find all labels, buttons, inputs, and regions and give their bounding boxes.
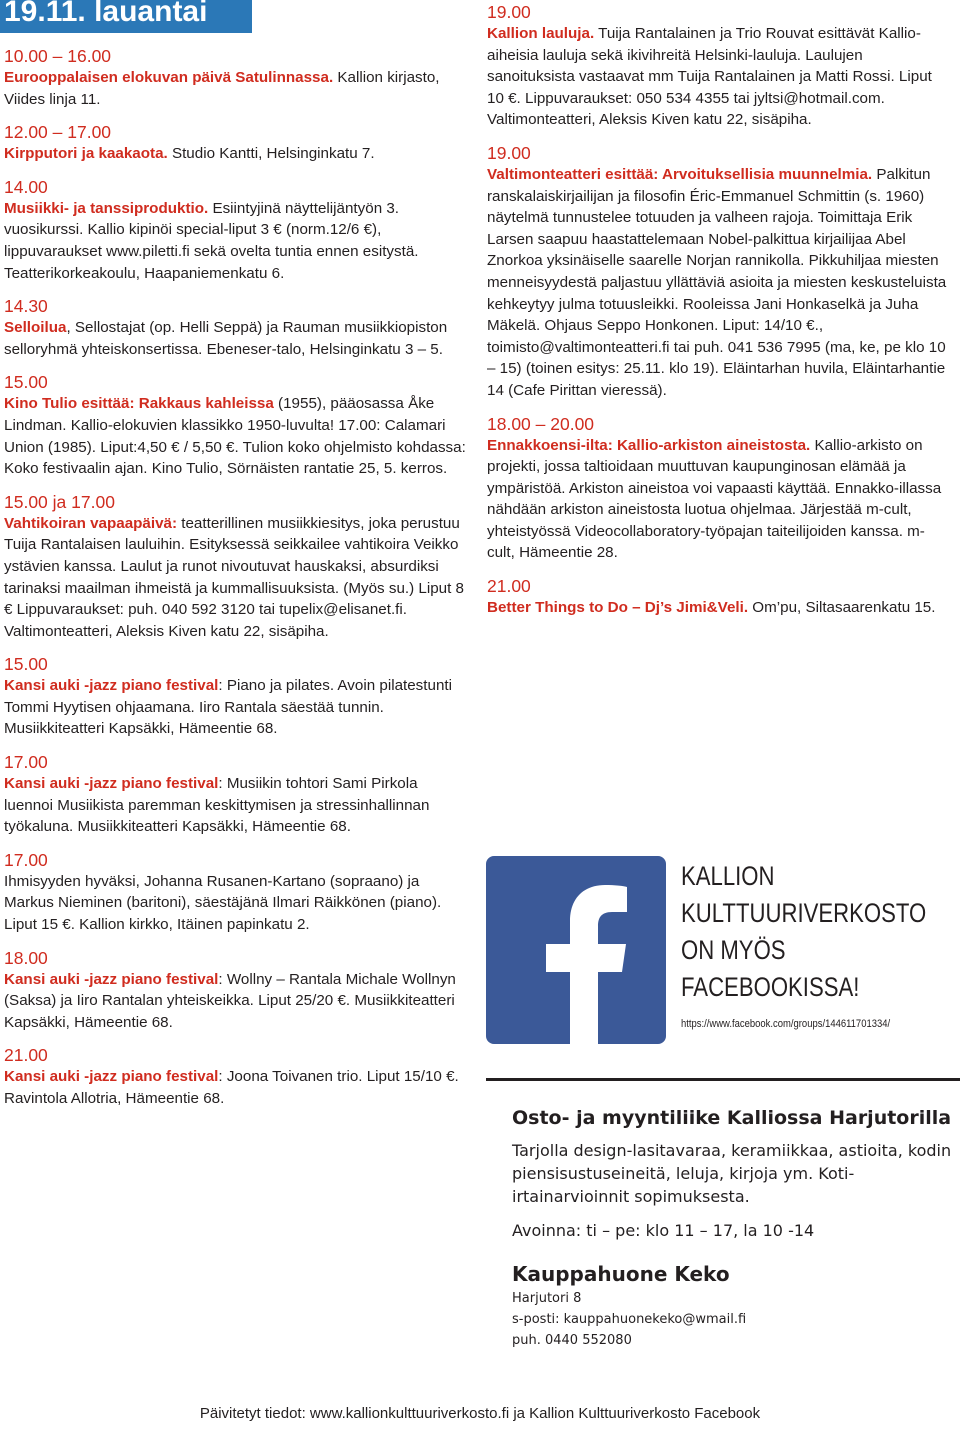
event-description — [4, 513, 469, 643]
ad-title: Osto- ja myyntiliike Kalliossa Harjutorilla — [512, 1107, 952, 1129]
event-description — [4, 143, 469, 165]
shop-advertisement — [486, 1078, 960, 1371]
event-title: Kansi auki -jazz piano festival — [4, 970, 219, 988]
event-time: 10.00 – 16.00 — [4, 46, 112, 66]
event-title: Kallion lauluja. — [487, 25, 595, 42]
event-details: , Sellostajat (op. Helli Seppä) ja Rauman musiikkiopiston selloryhmä yhteiskonsertissa. Ebeneser-talo, Helsinginkatu 3 – 5. — [4, 319, 448, 358]
event-details: Kallio-arkisto on projekti, jossa taltioidaan muuttuvan kaupunginosan elämää ja ympäristöä. Arkiston aineistoa voi vapaasti käyttää. Ennakko-illassa nähdään arkiston aineistosta luotua ohjelmaa. Järjestää m-cult, yhteistyössä Videocollaboratory-työpajan taiteilijoiden kanssa. m-cult, Hämeentie 28. — [487, 436, 942, 562]
facebook-heading-line: KALLION — [681, 861, 775, 891]
event-item — [487, 414, 952, 565]
facebook-logo-icon[interactable] — [486, 856, 666, 1044]
right-column — [487, 2, 952, 631]
event-time: 21.00 — [4, 1045, 48, 1066]
event-details: Esiintyjinä näyttelijäntyön 3. vuosikurssi. Kallio kipinöi special-liput 3 € (norm.12/6 €), lippuvaraukset www.piletti.fi sekä ovelta tuntia ennen esitystä. Teatterikorkeakoulu, Haapaniemenkatu 6. — [4, 199, 419, 282]
event-item — [4, 177, 469, 284]
event-description — [4, 1066, 469, 1109]
facebook-heading-line: FACEBOOKISSA! — [681, 972, 860, 1002]
event-title: Kino Tulio esittää: Rakkaus kahleissa — [4, 395, 274, 413]
event-time: 18.00 – 20.00 — [487, 413, 595, 434]
event-details: Om’pu, Siltasaarenkatu 15. — [748, 599, 936, 617]
event-details: : Musiikin tohtori Sami Pirkola luennoi Musiikista paremman keskittymisen ja stressinhallinnan työkaluna. Musiikkiteatteri Kapsäkki, Hämeentie 68. — [4, 775, 430, 836]
event-time: 15.00 ja 17.00 — [4, 491, 115, 512]
event-time: 18.00 — [4, 947, 48, 968]
event-title: Valtimonteatteri esittää: Arvoituksellisia muunnelmia. — [487, 165, 873, 183]
event-item — [4, 492, 469, 643]
event-title: Kansi auki -jazz piano festival — [4, 677, 219, 695]
facebook-heading-line: ON MYÖS — [681, 935, 786, 965]
event-details: : Piano ja pilates. Avoin pilatestunti Tommi Hyytisen ohjaamana. Iiro Rantala säestää tunnin. Musiikkiteatteri Kapsäkki, Hämeentie 68. — [4, 677, 452, 738]
event-time: 17.00 — [4, 752, 48, 773]
event-item — [487, 576, 952, 619]
facebook-box — [486, 856, 946, 1046]
event-description — [4, 871, 469, 936]
event-item — [4, 752, 469, 838]
event-details: Palkitun ranskalaiskirjailijan ja filosofin Éric-Emmanuel Schmittin (s. 1960) näytelmä tunnustelee totuuden ja valheen rajoja. Toimittaja Erik Larsen saapuu haastattelemaan Nobel-palkittua kirjailijaa Abel Znorkoa yksinäiselle saarelle Norjan rannikolla. Pikkuhiljaa miesten menneisyydestä paljastuu yllättäviä asioita ja miesten keskusteluista kehkeytyy julma totuusleikki. Rooleissa Jani Honkaselkä ja Juha Mäkelä. Ohjaus Seppo Honkonen. Liput: 14/10 €., toimisto@valtimonteatteri.fi tai puh. 041 536 7995 (ma, ke, pe klo 10 – 15) (toinen esitys: 25.11. klo 19). Eläintarhan huvila, Eläintarhantie 14 (Cafe Pirittan vieressä). — [487, 165, 947, 399]
footer-note: Päivitetyt tiedot: www.kallionkulttuuriverkosto.fi ja Kallion Kulttuuriverkosto Facebook — [199, 1405, 761, 1422]
event-details: teatterillinen musiikkiesitys, joka perustuu Tuija Rantalaisen lauluihin. Esityksessä seikkailee vahtikoira Veikko ystävien kanssa. Laulut ja runot nivoutuvat hauskaksi, absurdiksi tarinaksi maailman ihmeistä ja kummallisuuksista. (Myös su.) Liput 8 € Lippuvaraukset: puh. 040 592 3120 tai tupelix@elisanet.fi. Valtimonteatteri, Aleksis Kiven katu 22, sisäpiha. — [4, 514, 465, 640]
ad-opening-hours: Avoinna: ti – pe: klo 11 – 17, la 10 -14 — [512, 1221, 815, 1240]
event-time: 21.00 — [487, 576, 531, 597]
event-time: 17.00 — [4, 849, 48, 870]
event-details: Ihmisyyden hyväksi, Johanna Rusanen-Kartano (sopraano) ja Markus Nieminen (baritoni), säestäjänä Ilmari Räikkönen (piano). Liput 15 €. Kallion kirkko, Itäinen papinkatu 2. — [4, 872, 442, 934]
event-title: Kansi auki -jazz piano festival — [4, 775, 219, 793]
event-item — [4, 46, 469, 110]
event-title: Vahtikoiran vapaapäivä: — [4, 514, 178, 532]
facebook-heading — [681, 858, 927, 1006]
event-description — [487, 597, 952, 619]
event-time: 19.00 — [487, 142, 531, 163]
event-item — [487, 143, 952, 402]
facebook-url-link[interactable]: https://www.facebook.com/groups/144611701334/ — [681, 1018, 891, 1030]
event-time: 19.00 — [487, 2, 531, 22]
event-description — [4, 773, 469, 838]
event-details: (1955), pääosassa Åke Lindman. Kallio-elokuvien klassikko 1950-luvulta! 17.00: Calamari Union (1985). Liput:4,50 € / 5,50 €. Tulion koko ohjelmisto kohdassa: Koko festivaalin ajan. Kino Tulio, Sörnäisten rantatie 25, 5. kerros. — [4, 395, 466, 478]
event-title: Eurooppalaisen elokuvan päivä Satulinnassa. — [4, 69, 334, 86]
event-time: 14.30 — [4, 296, 48, 317]
event-description — [4, 67, 469, 110]
event-details: : Wollny – Rantala Michale Wollnyn (Saksa) ja Iiro Rantalan yhteiskeikka. Liput 25/20 €. Musiikkiteatteri Kapsäkki, Hämeentie 68. — [4, 970, 456, 1031]
ad-address: Harjutori 8 — [512, 1291, 582, 1306]
ad-shop-name: Kauppahuone Keko — [512, 1262, 730, 1286]
event-title: Kirpputori ja kaakaota. — [4, 145, 168, 163]
event-description — [4, 317, 469, 360]
event-description — [4, 198, 469, 284]
event-details: Kallion kirjasto, Viides linja 11. — [4, 69, 440, 108]
event-item — [4, 296, 469, 360]
event-title: Kansi auki -jazz piano festival — [4, 1068, 219, 1086]
ad-description: Tarjolla design-lasitavaraa, keramiikkaa, astioita, kodin piensisustuseineitä, leluja, kirjoja ym. Koti-irtainarvioinnit sopimuksesta. — [512, 1141, 952, 1206]
event-title: Ennakkoensi-ilta: Kallio-arkiston aineistosta. — [487, 436, 811, 454]
facebook-heading-line: KULTTUURIVERKOSTO — [681, 898, 927, 928]
event-item — [4, 372, 469, 479]
event-title: Musiikki- ja tanssiproduktio. — [4, 199, 209, 217]
event-description — [4, 675, 469, 740]
event-description — [487, 164, 952, 402]
event-description — [487, 435, 952, 565]
event-description — [4, 969, 469, 1034]
event-title: Selloilua — [4, 319, 67, 337]
ad-email[interactable]: s-posti: kauppahuonekeko@wmail.fi — [512, 1312, 747, 1327]
event-item — [4, 948, 469, 1034]
event-time: 15.00 — [4, 654, 48, 675]
event-item — [4, 122, 469, 165]
event-description — [4, 393, 469, 479]
event-title: Better Things to Do – Dj’s Jimi&Veli. — [487, 599, 749, 617]
event-item — [487, 2, 952, 131]
event-time: 14.00 — [4, 176, 48, 197]
event-item — [4, 850, 469, 936]
event-time: 15.00 — [4, 372, 48, 393]
ad-phone: puh. 0440 552080 — [512, 1333, 632, 1348]
event-item — [4, 1045, 469, 1109]
event-details: Studio Kantti, Helsinginkatu 7. — [167, 145, 375, 163]
left-column — [4, 46, 469, 1122]
event-item — [4, 654, 469, 740]
day-title: 19.11. lauantai — [4, 0, 208, 28]
event-details: : Joona Toivanen trio. Liput 15/10 €. Ravintola Allotria, Hämeentie 68. — [4, 1068, 459, 1107]
event-description — [487, 23, 952, 131]
event-details: Tuija Rantalainen ja Trio Rouvat esittävät Kallio-aiheisia lauluja sekä ikivihreitä Helsinki-lauluja. Laulujen sanoituksista vastaavat mm Tuija Rantalainen ja Matti Rossi. Liput 10 €. Lippuvaraukset: 050 534 4355 tai jyltsi@hotmail.com. Valtimonteatteri, Aleksis Kiven katu 22, sisäpiha. — [487, 25, 932, 129]
event-time: 12.00 – 17.00 — [4, 122, 112, 143]
